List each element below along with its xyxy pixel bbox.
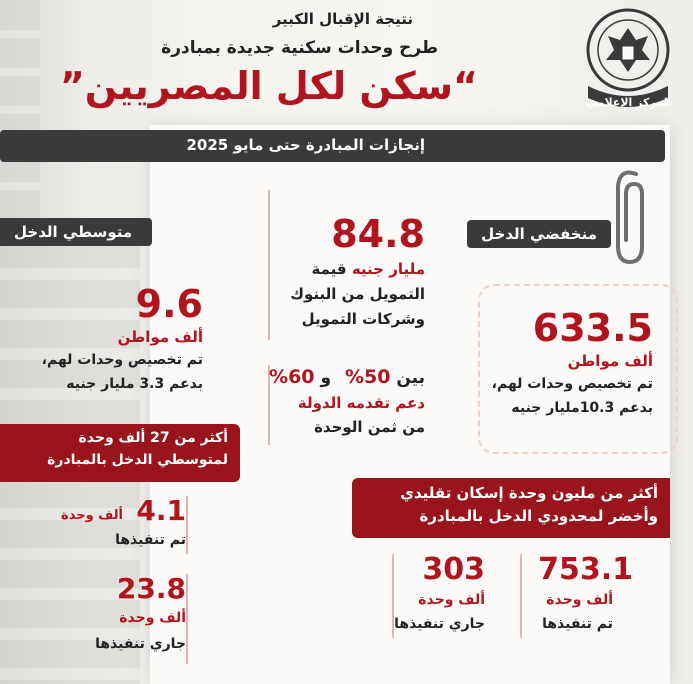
middle-income-label: متوسطي الدخل: [0, 218, 152, 246]
low-done-value: 753.1: [538, 552, 633, 587]
middle-ongoing-text: جاري تنفيذها: [95, 636, 186, 652]
achievements-banner: [0, 130, 665, 162]
middle-units-banner-line2: لمتوسطي الدخل بالمبادرة: [47, 451, 228, 468]
middle-units-banner: [0, 424, 240, 482]
middle-done-divider: [186, 496, 188, 554]
low-income-value: 633.5: [532, 306, 653, 350]
achievements-banner-text: إنجازات المبادرة حتى مايو 2025: [186, 136, 425, 154]
funding-divider: [268, 190, 270, 340]
header-kicker: نتيجة الإقبال الكبير: [272, 10, 413, 28]
support-pct1: 50%: [344, 366, 391, 388]
low-units-banner: [352, 478, 670, 538]
middle-done-text: تم تنفيذها: [115, 532, 186, 548]
low-income-line1: تم تخصيص وحدات لهم،: [491, 376, 653, 392]
support-line2: من ثمن الوحدة: [314, 418, 425, 436]
support-line1: [269, 366, 425, 388]
low-done-text: تم تنفيذها: [542, 616, 613, 632]
low-done-divider: [520, 554, 522, 638]
middle-income-line1: تم تخصيص وحدات لهم،: [41, 352, 203, 368]
paperclip-icon: [610, 168, 650, 268]
low-units-banner-line1: أكثر من مليون وحدة إسكان تقليدي: [400, 484, 658, 502]
funding-line2: وشركات التمويل: [301, 310, 425, 328]
funding-value: 84.8: [331, 212, 425, 256]
middle-done-value: 4.1: [136, 494, 186, 527]
middle-ongoing-value: 23.8: [116, 572, 186, 605]
header-subtitle: طرح وحدات سكنية جديدة بمبادرة: [161, 38, 438, 58]
background-building-top: [0, 0, 40, 230]
middle-ongoing-divider: [186, 574, 188, 664]
funding-line1: التمويل من البنوك: [290, 285, 425, 303]
funding-unit: مليار جنيه: [351, 260, 425, 278]
emblem-caption: المركز الإعلامي: [586, 96, 672, 109]
middle-income-line2: بدعم 3.3 مليار جنيه: [66, 376, 203, 392]
low-income-unit: ألف مواطن: [567, 352, 653, 370]
low-ongoing-text: جاري تنفيذها: [394, 616, 485, 632]
middle-units-banner-line1: أكثر من 27 ألف وحدة: [78, 430, 228, 446]
support-pct2: 60%: [269, 366, 315, 388]
middle-income-value: 9.6: [135, 282, 203, 326]
funding-unit-tail: قيمة: [311, 260, 347, 278]
low-done-unit: ألف وحدة: [546, 592, 613, 608]
page-title: “سكن لكل المصريين”: [59, 64, 478, 108]
low-ongoing-value: 303: [422, 552, 485, 587]
low-income-label: منخفضي الدخل: [467, 220, 611, 248]
middle-ongoing-unit: ألف وحدة: [119, 610, 186, 626]
funding-unit-line: [311, 260, 425, 278]
low-ongoing-unit: ألف وحدة: [418, 592, 485, 608]
low-income-line2: بدعم 10.3مليار جنيه: [511, 400, 653, 416]
support-prefix: بين: [396, 368, 425, 388]
low-units-banner-line2: وأخضر لمحدودي الدخل بالمبادرة: [419, 507, 658, 526]
middle-done-unit: ألف وحدة: [61, 508, 123, 523]
support-conj: و: [320, 368, 332, 388]
support-red-line: دعم تقدمه الدولة: [297, 394, 425, 412]
middle-income-unit: ألف مواطن: [117, 328, 203, 346]
